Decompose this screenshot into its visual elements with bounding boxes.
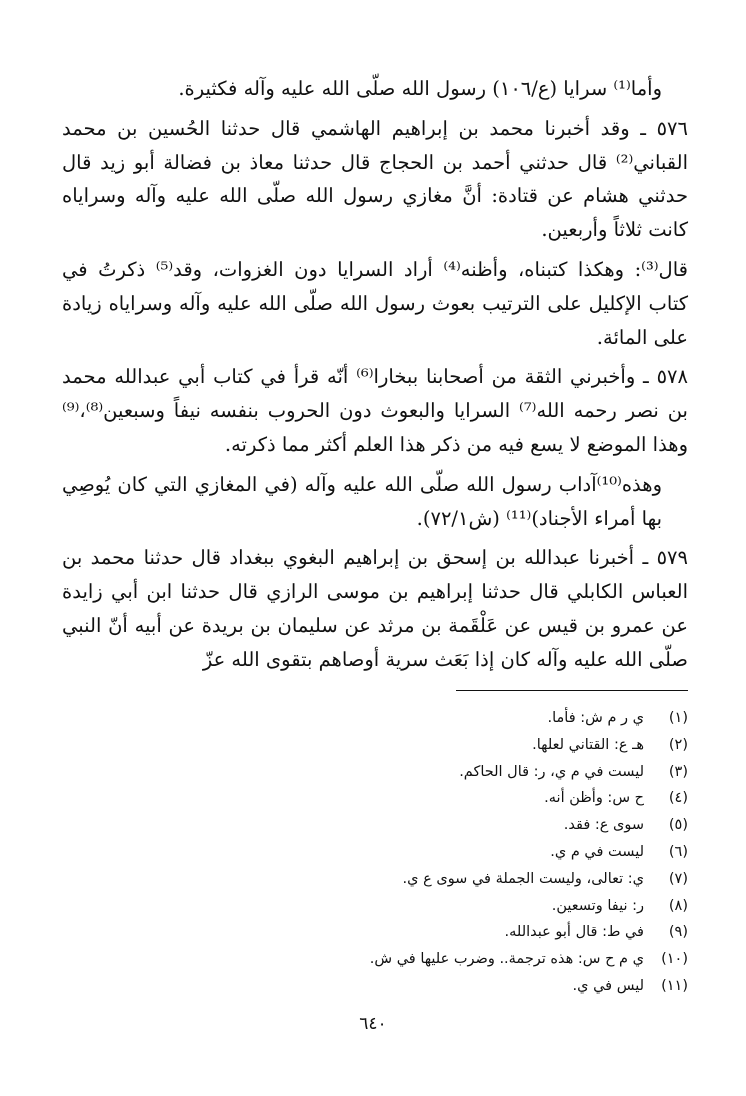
footnote-text: سوى ع: فقد. [563, 817, 644, 834]
footnote-text: ي م ح س: هذه ترجمة.. وضرب عليها في ش. [369, 951, 644, 968]
footnote-item [240, 839, 688, 866]
footnote-item [240, 946, 688, 973]
footnote-number: (٨) [668, 897, 688, 914]
footnote-item [240, 759, 688, 786]
footnote-text: ر: نيفا وتسعين. [551, 897, 644, 914]
footnote-text: هـ ع: القتاني لعلها. [532, 736, 644, 753]
footnote-item [240, 893, 688, 920]
footnote-item [240, 919, 688, 946]
main-text [62, 72, 688, 677]
paragraph-578: ٥٧٨ ـ وأخبرني الثقة من أصحابنا ببخارا⁽⁶⁾ أنّه قرأ في كتاب أبي عبدالله محمد بن نصر رحمه الله⁽⁷⁾ السرايا والبعوث دون الحروب بنفسه نيفاً وسبعين⁽⁸⁾،⁽⁹⁾وهذا الموضع لا يسع فيه من ذكر هذا العلم أكثر مما ذكرته. [62, 365, 688, 456]
footnote-number: (٦) [668, 843, 688, 860]
footnote-number: (٤) [668, 790, 688, 807]
paragraph-qal: قال⁽³⁾: وهكذا كتبناه، وأظنه⁽⁴⁾ أراد السرايا دون الغزوات، وقد⁽⁵⁾ ذكرتُ في كتاب الإكليل على الترتيب بعوث رسول الله صلّى الله عليه وآله وسراياه زيادة على المائة. [62, 257, 688, 349]
footnote-number: (٢) [668, 736, 688, 753]
footnote-item [240, 785, 688, 812]
footnote-number: (٩) [668, 924, 688, 941]
footnote-text: ليس في ي. [572, 977, 644, 994]
footnote-number: (٣) [668, 763, 688, 780]
paragraph-579: ٥٧٩ ـ أخبرنا عبدالله بن إسحق بن إبراهيم البغوي ببغداد قال حدثنا محمد بن العباس الكابلي قال حدثنا إبراهيم بن موسى الرازي قال حدثنا ابن أبي زايدة عن عمرو بن قيس عن عَلْقَمة بن مرثد عن سليمان بن بريدة عن أبيه أنّ النبي صلّى الله عليه وآله كان إذا بَعَث سرية أوصاهم بتقوى الله عزّ [62, 546, 688, 671]
footnote-number: (٥) [668, 817, 688, 834]
footnote-text: ي: تعالى، وليست الجملة في سوى ع ي. [402, 870, 644, 887]
page-number: ٦٤٠ [359, 1014, 387, 1034]
footnote-number: (٧) [668, 870, 688, 887]
footnote-number: (١) [668, 710, 688, 726]
footnote-text: ي ر م ش: فأما. [547, 710, 644, 726]
footnote-text: ليست في م ي، ر: قال الحاكم. [459, 763, 644, 780]
footnote-item [240, 705, 688, 732]
footnote-text: ليست في م ي. [550, 843, 644, 860]
footnote-text: في ط: قال أبو عبدالله. [504, 924, 644, 941]
paragraph-576: ٥٧٦ ـ وقد أخبرنا محمد بن إبراهيم الهاشمي قال حدثنا الحُسين بن محمد القباني⁽²⁾ قال حدثني أحمد بن الحجاج قال حدثنا معاذ بن فضالة أبو زيد قال حدثني هشام عن قتادة: أنَّ مغازي رسول الله صلّى الله عليه وآله وسراياه كانت ثلاثاً وأربعين. [62, 116, 688, 242]
footnote-number: (١٠) [661, 951, 688, 968]
footnote-item [240, 732, 688, 759]
footnotes [240, 705, 688, 1000]
footnote-text: ح س: وأظن أنه. [544, 790, 644, 807]
footnote-item [240, 812, 688, 839]
footnote-divider [456, 690, 688, 691]
footnote-item [240, 973, 688, 1000]
paragraph-adab: وهذه⁽¹⁰⁾آداب رسول الله صلّى الله عليه وآله (في المغازي التي كان يُوصِي بها أمراء الأجناد)⁽¹¹⁾ (ش٧٢/١). [62, 472, 662, 530]
footnote-number: (١١) [661, 977, 688, 994]
footnote-item [240, 866, 688, 893]
paragraph-intro: وأما⁽¹⁾ سرايا (ع/١٠٦) رسول الله صلّى الله عليه وآله فكثيرة. [178, 77, 662, 100]
